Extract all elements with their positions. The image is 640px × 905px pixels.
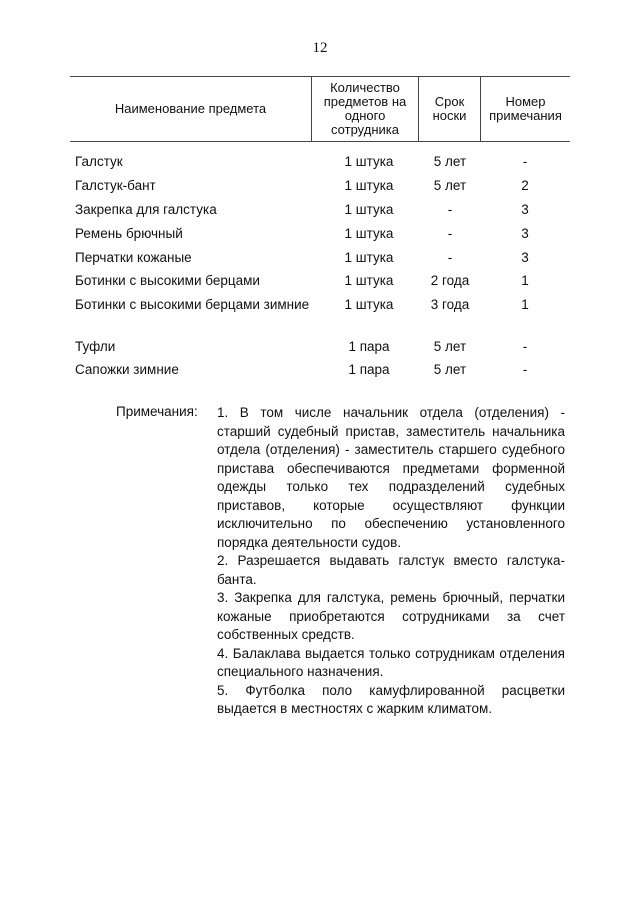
wear-term-cell: 2 года <box>430 273 470 288</box>
note-number-cell: - <box>522 339 528 354</box>
item-name-cell: Закрепка для галстука <box>75 202 217 217</box>
note-number-cell: 1 <box>521 273 529 288</box>
note-item: 1. В том числе начальник отдела (отделения) - старший судебный пристав, заместитель начальника отдела (отделения) - заместитель старшего судебного пристава обеспечиваются предметами форменной одежды только тех подразделений судебных приставов, которые осуществляют функции исключительно по обеспечению установленного порядка деятельности судов. <box>217 405 565 550</box>
header-quantity: Количество предметов на одного сотрудника <box>323 79 407 137</box>
note-number-cell: 3 <box>521 226 529 241</box>
note-item: 3. Закрепка для галстука, ремень брючный, перчатки кожаные приобретаются сотрудниками за счет собственных средств. <box>217 590 565 642</box>
header-wear-term: Срок носки <box>432 93 467 123</box>
wear-term-cell: - <box>447 202 453 217</box>
note-number-cell: 1 <box>521 297 529 312</box>
note-number-cell: - <box>522 362 528 377</box>
quantity-cell: 1 штука <box>344 273 394 288</box>
item-name-cell: Ботинки с высокими берцами зимние <box>75 297 310 312</box>
header-note-number: Номер примечания <box>489 93 562 123</box>
wear-term-cell: 5 лет <box>433 154 467 169</box>
quantity-cell: 1 штука <box>344 250 394 265</box>
note-number-cell: 3 <box>521 202 529 217</box>
wear-term-cell: 5 лет <box>433 339 467 354</box>
item-name-cell: Туфли <box>75 339 116 354</box>
item-name-cell: Галстук-бант <box>75 178 156 193</box>
quantity-cell: 1 штука <box>344 202 394 217</box>
header-item-name: Наименование предмета <box>114 100 267 116</box>
wear-term-cell: - <box>447 250 453 265</box>
wear-term-cell: 5 лет <box>433 178 467 193</box>
notes-list <box>217 404 565 719</box>
quantity-cell: 1 штука <box>344 226 394 241</box>
wear-term-cell: 3 года <box>430 297 470 312</box>
item-name-cell: Ремень брючный <box>75 226 183 241</box>
item-name-cell: Ботинки с высокими берцами <box>75 273 260 288</box>
notes-label: Примечания: <box>116 404 198 419</box>
table-header-rule <box>70 141 570 142</box>
note-item: 4. Балаклава выдается только сотрудникам отделения специального назначения. <box>217 645 565 679</box>
wear-term-cell: - <box>447 226 453 241</box>
quantity-cell: 1 штука <box>344 154 394 169</box>
note-item: 2. Разрешается выдавать галстук вместо галстука-банта. <box>217 553 565 587</box>
item-name-cell: Галстук <box>75 154 123 169</box>
quantity-cell: 1 пара <box>348 339 390 354</box>
quantity-cell: 1 пара <box>348 362 390 377</box>
note-number-cell: - <box>522 154 528 169</box>
item-name-cell: Перчатки кожаные <box>75 250 192 265</box>
quantity-cell: 1 штука <box>344 297 394 312</box>
note-item: 5. Футболка поло камуфлированной расцветки выдается в местностях с жарким климатом. <box>217 682 565 716</box>
item-name-cell: Сапожки зимние <box>75 362 179 377</box>
note-number-cell: 2 <box>521 178 529 193</box>
note-number-cell: 3 <box>521 250 529 265</box>
wear-term-cell: 5 лет <box>433 362 467 377</box>
quantity-cell: 1 штука <box>344 178 394 193</box>
page-number: 12 <box>312 40 328 56</box>
